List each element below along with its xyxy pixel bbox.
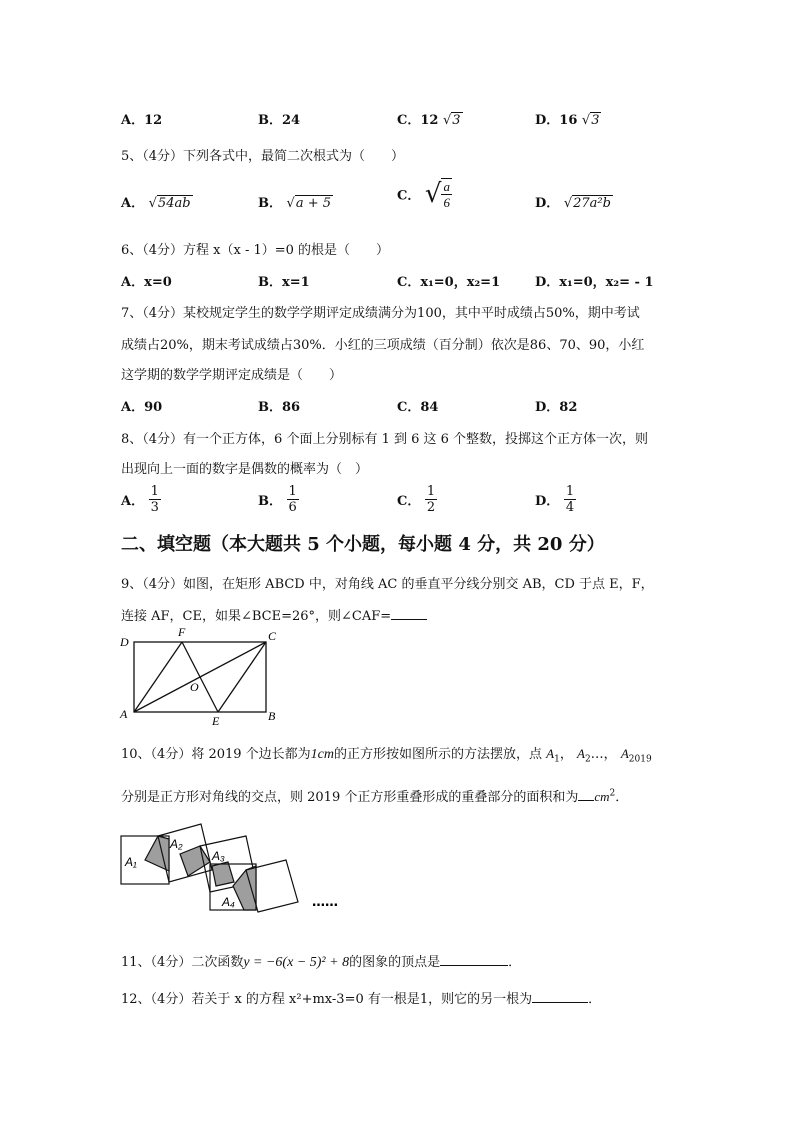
label-a3: A₃ (212, 849, 225, 863)
q7-line3: 这学期的数学学期评定成绩是（ ） (121, 368, 343, 383)
segment-ce (218, 642, 266, 712)
q5-option-a: A． √54ab (121, 196, 191, 211)
q8-line2: 出现向上一面的数字是偶数的概率为（ ） (121, 462, 369, 477)
q4-option-b: B．24 (258, 113, 301, 128)
q9-line1: 9、（4分）如图，在矩形 ABCD 中，对角线 AC 的垂直平分线分别交 AB，CD 于点 E，F， (121, 577, 654, 592)
q5-option-d: D． √27a²b (535, 196, 611, 211)
q10-squares-figure (116, 820, 356, 920)
q7-line1: 7、（4分）某校规定学生的数学学期评定成绩满分为100，其中平时成绩占50%，期中考试 (121, 306, 640, 321)
q5-option-c: C． √ $\frac{a}{6}$ (397, 179, 450, 210)
q8-option-d: D． $\frac{1}{4}$ (535, 484, 575, 515)
q6-option-d: D．x₁=0，x₂= - 1 (535, 275, 654, 290)
label-b: B (268, 709, 276, 723)
overlap-3 (212, 862, 234, 886)
segment-fe (182, 642, 218, 712)
q9-rectangle-figure (116, 624, 284, 728)
label-c: C (268, 629, 277, 643)
label-d: D (120, 635, 129, 649)
q8-option-b: B． $\frac{1}{6}$ (258, 484, 297, 515)
q9-line2: 连接 AF，CE，如果∠BCE=26°，则∠CAF= (121, 605, 427, 624)
ellipsis: …… (312, 895, 338, 910)
q11-stem: 11、（4分）二次函数y = −6(x − 5)² + 8的图象的顶点是 ． (121, 955, 522, 970)
q7-option-b: B．86 (258, 400, 301, 415)
q12-stem: 12、（4分）若关于 x 的方程 x²+mx-3=0 有一根是1，则它的另一根为 ． (121, 992, 602, 1007)
label-a: A (120, 707, 128, 721)
label-f: F (178, 625, 186, 639)
label-a1: A₁ (125, 855, 137, 869)
q8-line1: 8、（4分）有一个正方体，6 个面上分别标有 1 到 6 这 6 个整数，投掷这个正方体一次，则 (121, 432, 649, 447)
q7-line2: 成绩占20%，期末考试成绩占30%．小红的三项成绩（百分制）依次是86、70、90，小红 (121, 338, 645, 353)
label-a2: A₂ (170, 837, 183, 851)
q7-option-a: A．90 (121, 400, 163, 415)
q7-option-d: D．82 (535, 400, 578, 415)
section-title-fill-in: 二、填空题（本大题共 5 个小题，每小题 4 分，共 20 分） (121, 534, 605, 555)
q4-option-d: D．16 √3 (535, 113, 600, 128)
q10-line1: 10、（4分）将 2019 个边长都为1cm的正方形按如图所示的方法摆放，点 $A_1$， $A_2\dots$， $A_{2019}$ (121, 746, 652, 765)
label-a4: A₄ (222, 895, 235, 909)
q6-option-b: B．x=1 (258, 275, 310, 290)
q7-option-c: C．84 (397, 400, 439, 415)
q5-option-b: B． √a + 5 (258, 196, 332, 211)
q5-stem: 5、（4分）下列各式中，最简二次根式为（ ） (121, 149, 405, 164)
q4-option-a: A．12 (121, 113, 163, 128)
q10-line2: 分别是正方形对角线的交点，则 2019 个正方形重叠形成的重叠部分的面积和为 $cm^2$． (121, 788, 629, 805)
label-e: E (212, 714, 220, 728)
overlap-4 (233, 866, 256, 910)
q4-option-c: C．12 √3 (397, 113, 461, 128)
segment-af (134, 642, 182, 712)
q6-option-c: C．x₁=0，x₂=1 (397, 275, 501, 290)
q8-option-c: C． $\frac{1}{2}$ (397, 484, 436, 515)
label-o: O (190, 680, 199, 694)
q8-option-a: A． $\frac{1}{3}$ (121, 484, 159, 515)
q6-option-a: A．x=0 (121, 275, 172, 290)
q6-stem: 6、（4分）方程 x（x - 1）=0 的根是（ ） (121, 243, 390, 258)
